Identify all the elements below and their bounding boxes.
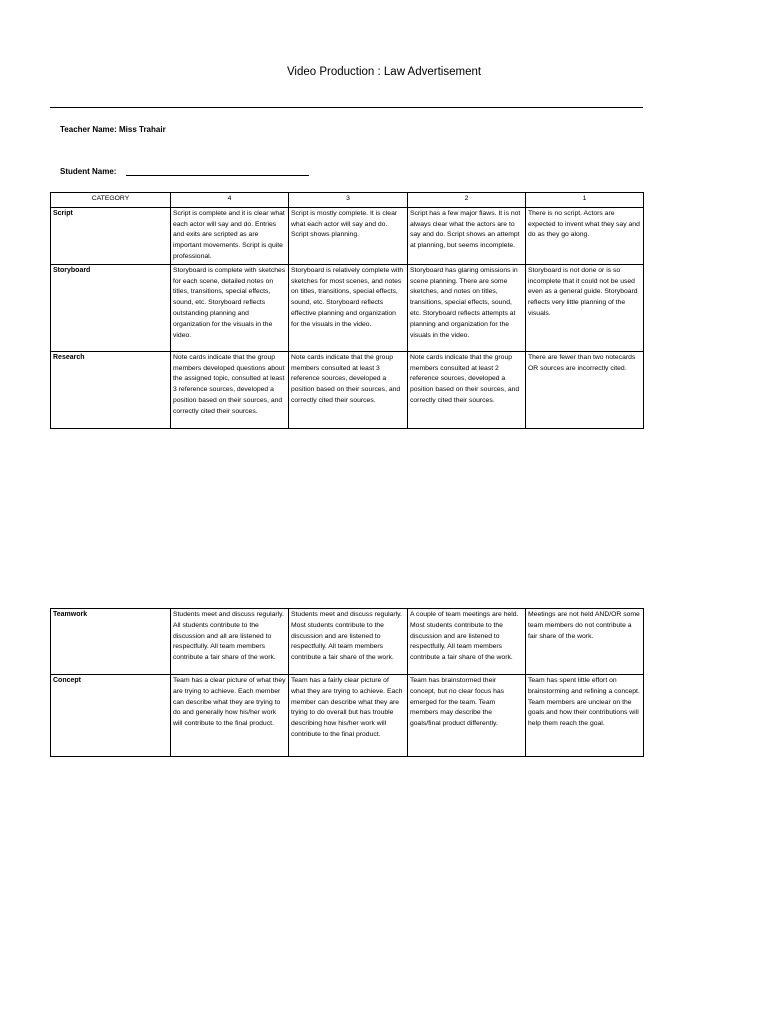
category-cell: Storyboard (51, 264, 171, 351)
criteria-cell: Note cards indicate that the group members consulted at least 3 reference sources, developed a position based on their sources, and correctly cited their sources. (289, 351, 408, 428)
criteria-cell: Storyboard is not done or is so incomplete that it could not be used even as a general guide. Storyboard reflects very little planning of the visuals. (526, 264, 644, 351)
header-category: CATEGORY (51, 193, 171, 208)
criteria-cell: Script is mostly complete. It is clear what each actor will say and do. Script shows planning. (289, 207, 408, 264)
criteria-cell: Team has brainstormed their concept, but no clear focus has emerged for the team. Team members may describe the goals/final product differently. (408, 675, 526, 757)
table-row (51, 675, 644, 757)
criteria-cell: Script is complete and it is clear what each actor will say and do. Entries and exits are scripted as are important movements. Script is quite professional. (171, 207, 289, 264)
table-row (51, 264, 644, 351)
criteria-cell: Note cards indicate that the group members developed questions about the assigned topic, consulted at least 3 reference sources, developed a position based on their sources, and correctly cited their sources. (171, 351, 289, 428)
criteria-cell: Note cards indicate that the group members consulted at least 2 reference sources, developed a position based on their sources, and correctly cited their sources. (408, 351, 526, 428)
category-cell: Script (51, 207, 171, 264)
header-score-3: 3 (289, 193, 408, 208)
criteria-cell: Storyboard is relatively complete with sketches for most scenes, and notes on titles, transitions, special effects, sound, etc. Storyboard reflects effective planning and organization for the visuals in the video. (289, 264, 408, 351)
page-title: Video Production : Law Advertisement (286, 66, 482, 78)
table-row (51, 351, 644, 428)
rubric-table-top (50, 192, 644, 429)
table-row (51, 609, 644, 675)
student-name-blank-line (126, 167, 309, 176)
criteria-cell: Script has a few major flaws. It is not always clear what the actors are to say and do. Script shows an attempt at planning, but seems incomplete. (408, 207, 526, 264)
criteria-cell: Storyboard has glaring omissions in scene planning. There are some sketches, and notes on titles, transitions, special effects, sound, etc. Storyboard reflects attempts at planning and organization for the visuals in the video. (408, 264, 526, 351)
header-score-2: 2 (408, 193, 526, 208)
criteria-cell: Meetings are not held AND/OR some team members do not contribute a fair share of the work. (526, 609, 644, 675)
header-row (51, 193, 644, 208)
teacher-name: Teacher Name: Miss Trahair (60, 125, 166, 134)
category-cell: Research (51, 351, 171, 428)
criteria-cell: Students meet and discuss regularly. All students contribute to the discussion and all are listened to respectfully. All team members contribute a fair share of the work. (171, 609, 289, 675)
category-cell: Concept (51, 675, 171, 757)
criteria-cell: There are fewer than two notecards OR sources are incorrectly cited. (526, 351, 644, 428)
criteria-cell: A couple of team meetings are held. Most students contribute to the discussion and are listened to respectfully. All team members contribute a fair share of the work. (408, 609, 526, 675)
header-score-4: 4 (171, 193, 289, 208)
title-divider (50, 107, 643, 108)
category-cell: Teamwork (51, 609, 171, 675)
table-row (51, 207, 644, 264)
student-name-field (60, 167, 309, 176)
criteria-cell: There is no script. Actors are expected to invent what they say and do as they go along. (526, 207, 644, 264)
header-score-1: 1 (526, 193, 644, 208)
rubric-table-bottom (50, 608, 644, 757)
criteria-cell: Team has spent little effort on brainstorming and refining a concept. Team members are unclear on the goals and how their contributions will help them reach the goal. (526, 675, 644, 757)
criteria-cell: Team has a clear picture of what they are trying to achieve. Each member can describe what they are trying to do and generally how his/her work will contribute to the final product. (171, 675, 289, 757)
student-name-label: Student Name: (60, 167, 117, 176)
criteria-cell: Team has a fairly clear picture of what they are trying to achieve. Each member can describe what they are trying to do overall but has trouble describing how his/her work will contribute to the final product. (289, 675, 408, 757)
criteria-cell: Students meet and discuss regularly. Most students contribute to the discussion and are listened to respectfully. All team members contribute a fair share of the work. (289, 609, 408, 675)
criteria-cell: Storyboard is complete with sketches for each scene, detailed notes on titles, transitions, special effects, sound, etc. Storyboard reflects outstanding planning and organization for the visuals in the video. (171, 264, 289, 351)
